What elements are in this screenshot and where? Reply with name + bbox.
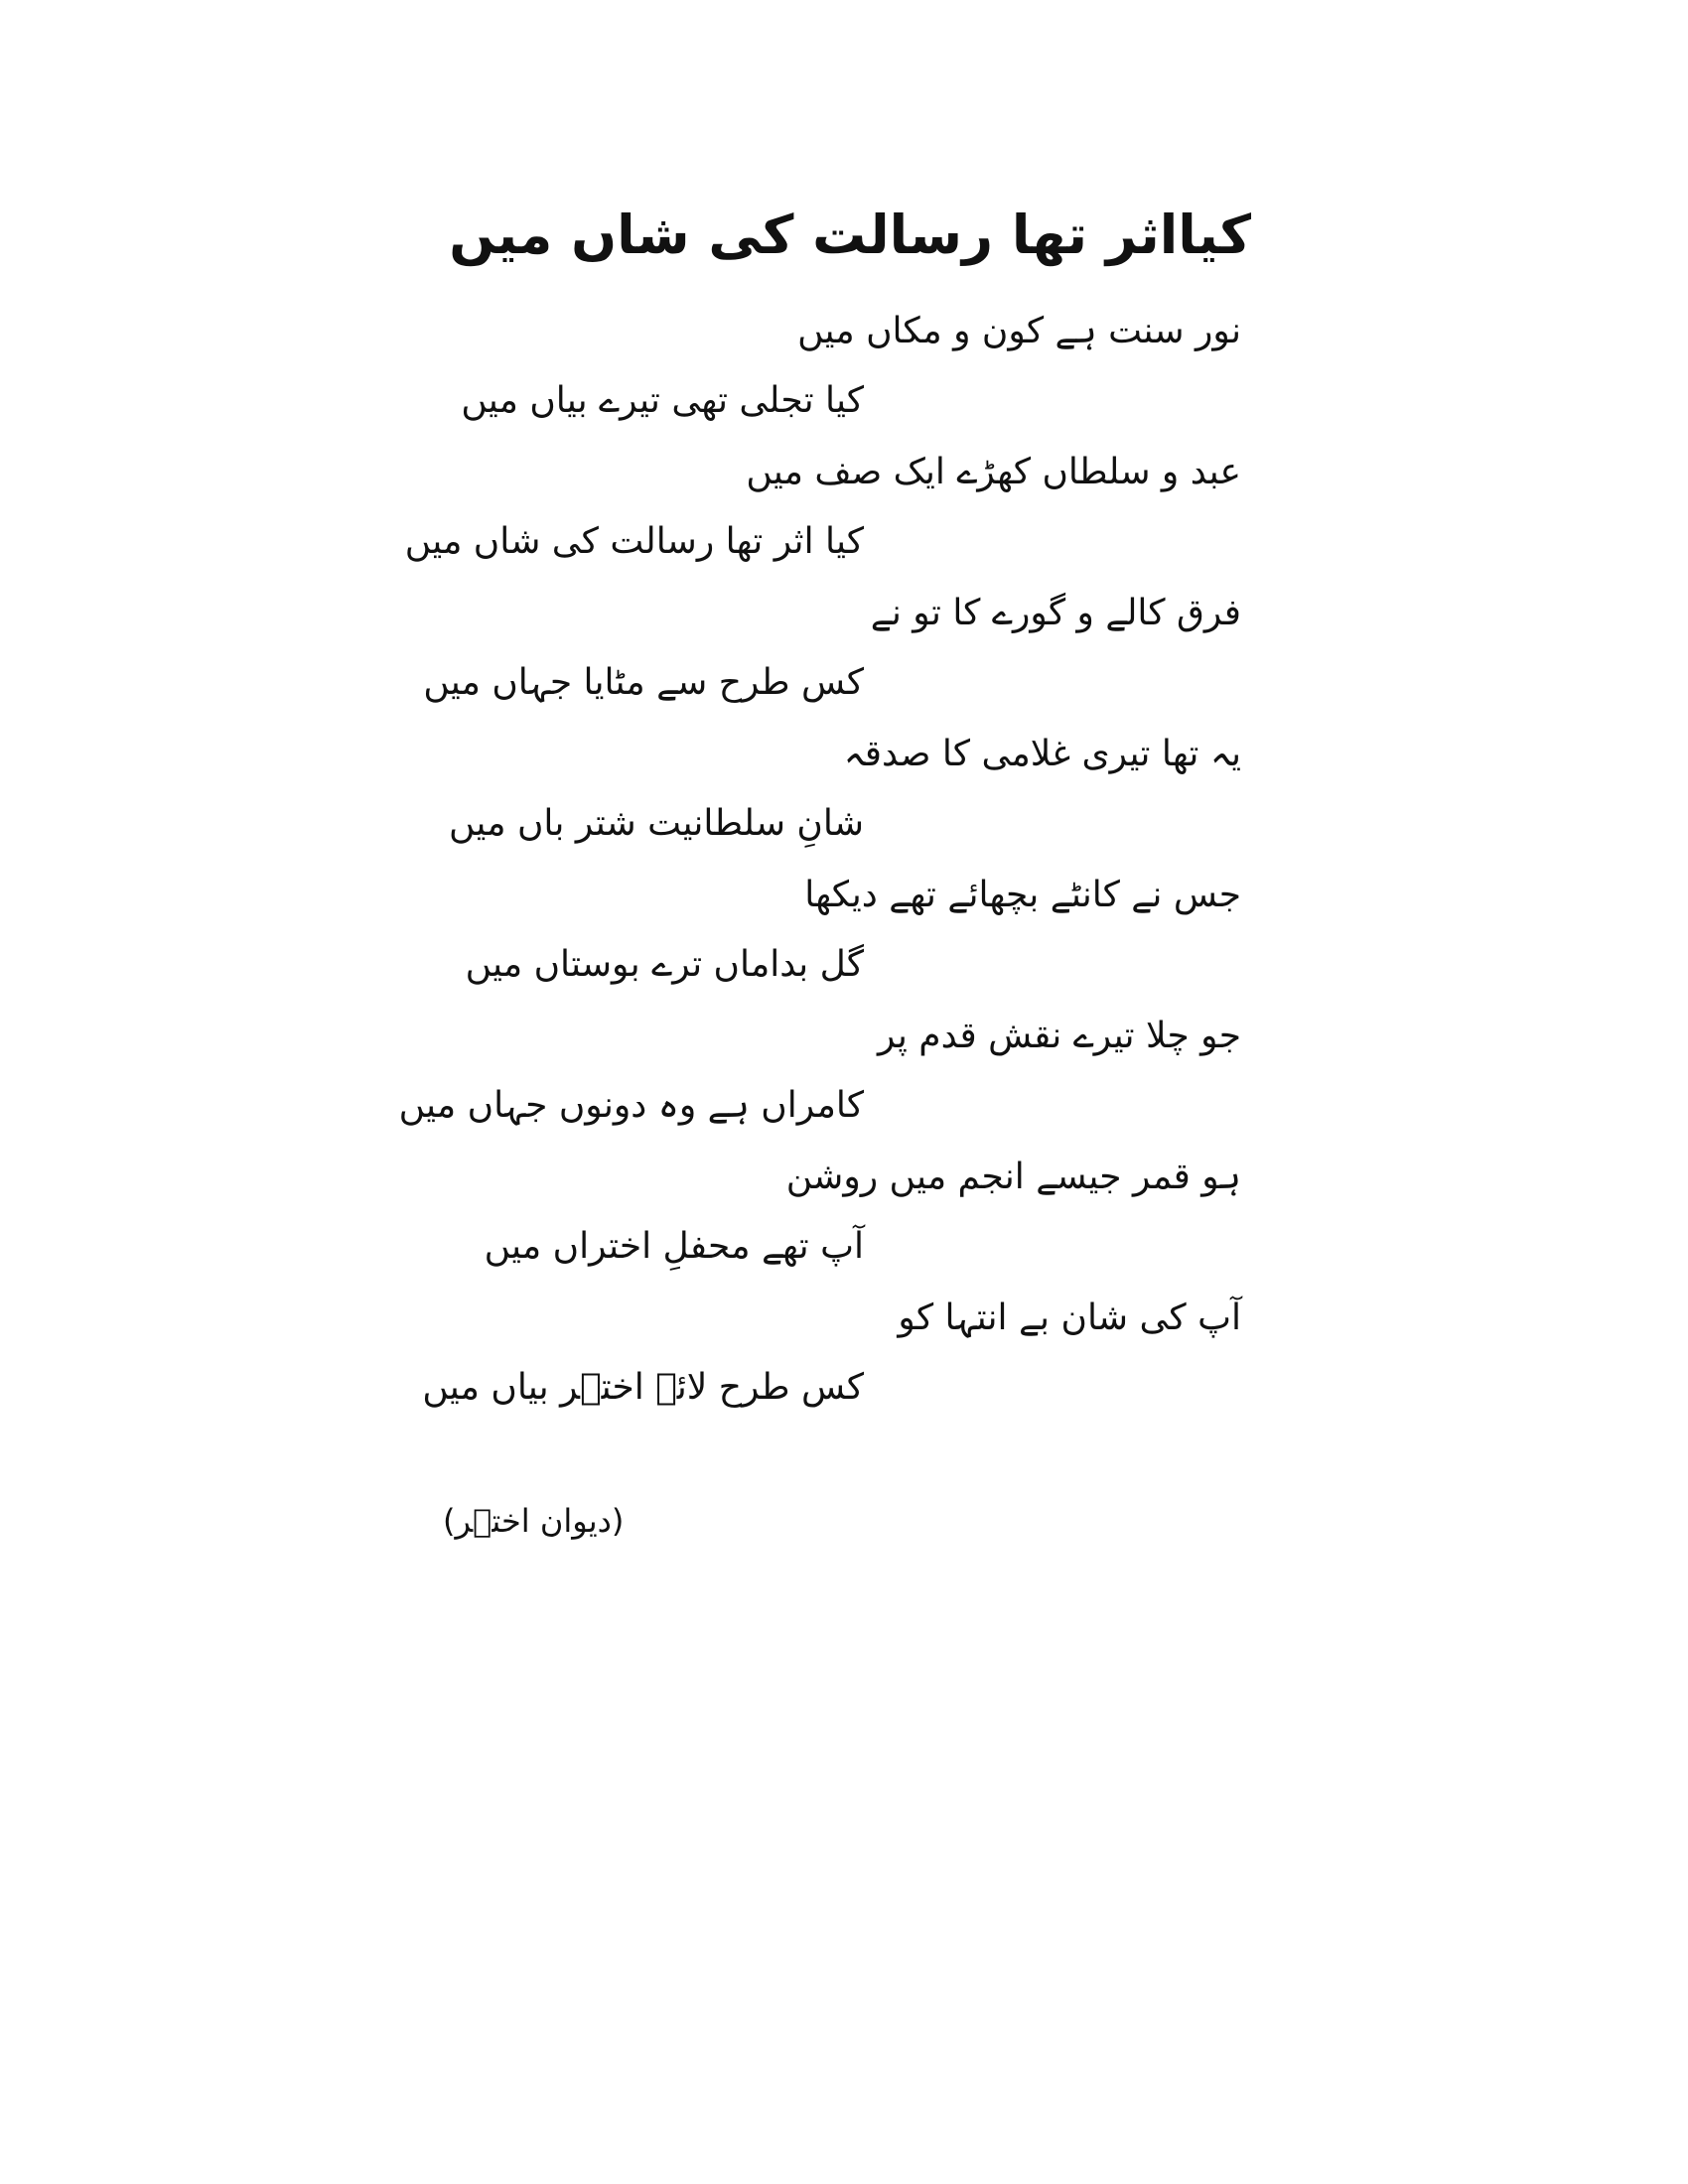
verse-line [437,731,1251,800]
verse-line [437,377,1251,449]
verse-line [437,449,1251,518]
couplet-2-second-line: کیا اثر تھا رسالت کی شاں میں [404,521,864,562]
poem-title: کیااثر تھا رسالت کی شاں میں [449,204,1251,266]
couplet-2-first-line: عبد و سلطاں کھڑے ایک صف میں [746,452,1241,492]
couplet-5-second-line: گل بداماں ترے بوستاں میں [465,944,864,985]
couplet-5-first-line: جس نے کانٹے بچھائے تھے دیکھا [804,875,1241,915]
couplet-1-first-line: نور سنت ہے کون و مکاں میں [797,311,1241,351]
verse-line [437,941,1251,1013]
verse-line [437,308,1251,377]
couplet-3-first-line: فرق کالے و گورے کا تو نے [870,593,1241,633]
verse-line [404,518,1251,590]
verse-line [437,800,1251,872]
couplet-8-first-line: آپ کی شان بے انتہا کو [898,1297,1241,1338]
verse-line [437,1223,1251,1295]
couplet-4-first-line: یہ تھا تیری غلامی کا صدقہ [843,734,1241,774]
verse-line [437,590,1251,659]
source-citation: (دیوان اختؔر) [443,1502,625,1540]
couplet-6-second-line: کامراں ہے وہ دونوں جہاں میں [398,1085,864,1126]
verse-line [437,1154,1251,1223]
verse-line [437,1013,1251,1082]
verse-line [437,872,1251,941]
couplet-8-second-line: کس طرح لائے اختؔر بیاں میں [422,1367,864,1408]
couplet-6-first-line: جو چلا تیرے نقش قدم پر [877,1016,1241,1056]
verse-line [423,659,1251,731]
verse-line [422,1364,1251,1435]
couplet-3-second-line: کس طرح سے مٹایا جہاں میں [423,662,864,703]
couplet-7-first-line: ہو قمر جیسے انجم میں روشن [785,1157,1241,1197]
verse-line [398,1082,1251,1154]
couplet-1-second-line: کیا تجلی تھی تیرے بیاں میں [461,380,864,421]
couplet-7-second-line: آپ تھے محفلِ اختراں میں [484,1226,864,1267]
poem-body [398,308,1251,1435]
verse-line [437,1295,1251,1364]
couplet-4-second-line: شانِ سلطانیت شتر باں میں [448,803,864,844]
